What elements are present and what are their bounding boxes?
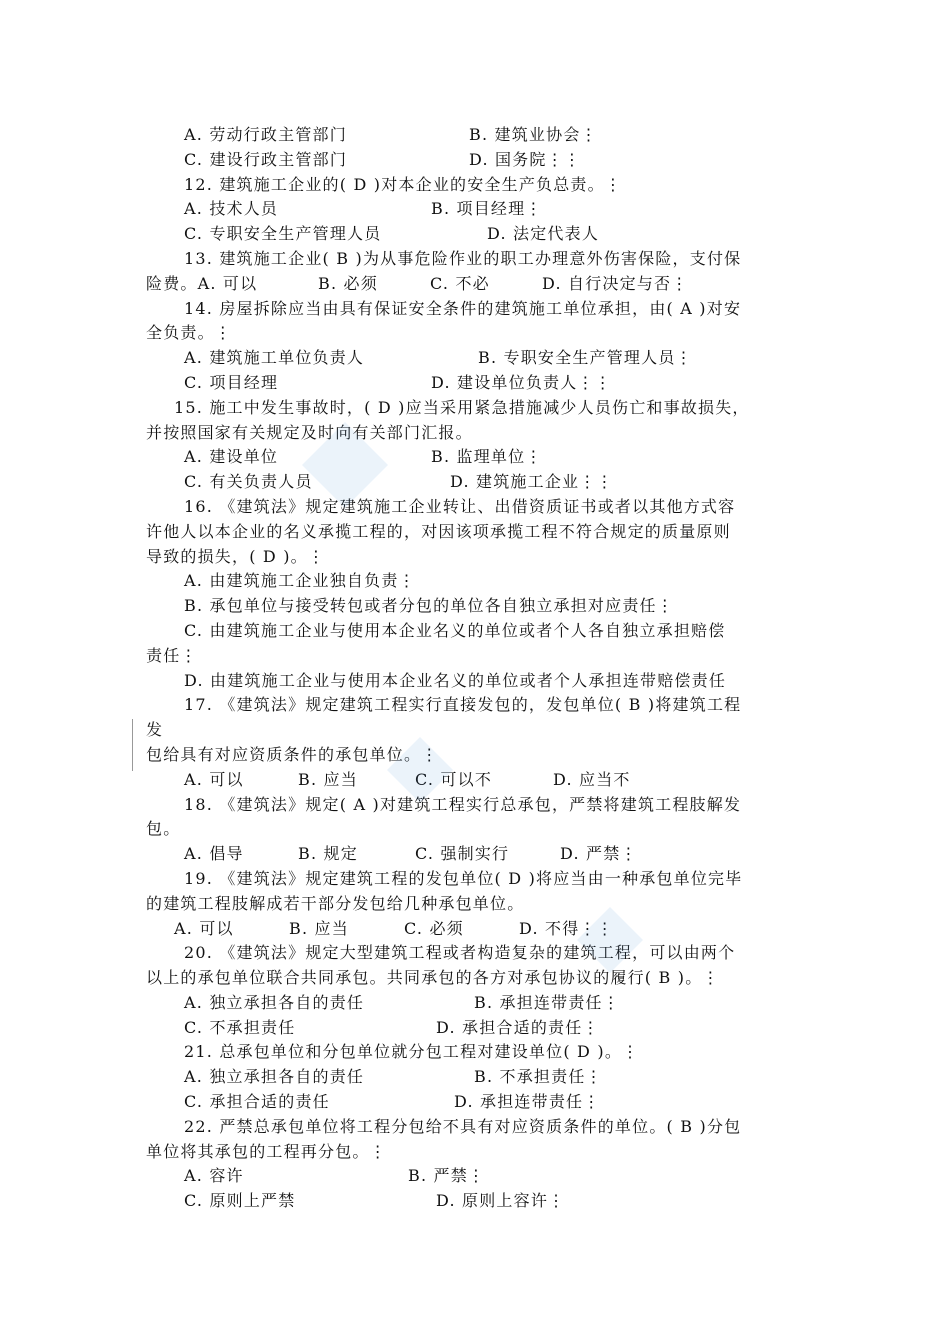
text-segment: 的建筑工程肢解成若干部分发包给几种承包单位。 [146, 893, 525, 913]
text-segment: B. 应当 [289, 918, 349, 938]
text-segment: B. 监理单位⋮ [431, 447, 543, 467]
text-line [146, 1090, 826, 1115]
text-segment: D. 建筑施工企业⋮⋮ [450, 472, 614, 492]
text-segment: 17. 《建筑法》规定建筑工程实行直接发包的，发包单位( B )将建筑工程 [184, 695, 742, 715]
text-segment: A. 独立承担各自的责任 [184, 1067, 365, 1087]
text-line [146, 842, 826, 867]
text-segment: C. 必须 [404, 918, 464, 938]
text-line [146, 1140, 826, 1165]
text-segment: A. 建筑施工单位负责人 [184, 348, 365, 368]
text-segment: 包给具有对应资质条件的承包单位。⋮ [146, 744, 439, 764]
text-segment: 许他人以本企业的名义承揽工程的，对因该项承揽工程不符合规定的质量原则 [146, 521, 731, 541]
text-line [146, 1189, 826, 1214]
text-line [146, 346, 826, 371]
text-line [146, 173, 826, 198]
text-line [146, 867, 826, 892]
text-line [146, 1164, 826, 1189]
change-bar [132, 719, 133, 771]
text-segment: 发 [146, 720, 164, 740]
text-line [146, 743, 826, 768]
text-line [146, 148, 826, 173]
text-segment: D. 国务院⋮⋮ [469, 149, 582, 169]
text-segment: A. 可以 [174, 918, 234, 938]
text-line [146, 991, 826, 1016]
text-segment: A. 可以 [184, 769, 244, 789]
text-segment: C. 不承担责任 [184, 1017, 296, 1037]
text-segment: D. 承担连带责任⋮ [454, 1092, 601, 1112]
text-segment: A. 劳动行政主管部门 [184, 125, 347, 144]
text-segment: D. 法定代表人 [487, 224, 600, 244]
text-segment: B. 必须 [318, 273, 378, 293]
text-segment: D. 建设单位负责人⋮⋮ [431, 372, 612, 392]
text-segment: 险费。A. 可以 [146, 273, 258, 293]
text-segment: 单位将其承包的工程再分包。⋮ [146, 1141, 387, 1161]
text-line [146, 197, 826, 222]
text-line [146, 669, 826, 694]
text-line [146, 421, 826, 446]
text-segment: 导致的损失，( D )。⋮ [146, 546, 326, 566]
text-segment: C. 专职安全生产管理人员 [184, 224, 382, 244]
text-line [146, 222, 826, 247]
text-segment: 包。 [146, 819, 181, 839]
text-segment: 19. 《建筑法》规定建筑工程的发包单位( D )将应当由一种承包单位完毕 [184, 868, 743, 888]
text-segment: C. 由建筑施工企业与使用本企业名义的单位或者个人各自独立承担赔偿 [184, 620, 726, 640]
document-body [146, 123, 826, 1214]
text-line [146, 445, 826, 470]
text-segment: B. 承担连带责任⋮ [474, 992, 620, 1012]
text-line [146, 718, 826, 743]
text-line [146, 1065, 826, 1090]
text-line [146, 594, 826, 619]
text-line [146, 1040, 826, 1065]
text-line [146, 371, 826, 396]
text-segment: B. 规定 [298, 844, 358, 864]
text-segment: A. 建设单位 [184, 447, 279, 467]
text-segment: 全负责。⋮ [146, 323, 233, 343]
text-line [146, 917, 826, 942]
text-line [146, 1016, 826, 1041]
text-segment: B. 严禁⋮ [408, 1166, 486, 1186]
text-segment: B. 建筑业协会⋮ [469, 125, 598, 144]
text-line [146, 545, 826, 570]
text-segment: D. 应当不 [553, 769, 631, 789]
text-segment: C. 可以不 [415, 769, 493, 789]
text-line [146, 321, 826, 346]
text-line [146, 892, 826, 917]
text-segment: 18. 《建筑法》规定( A )对建筑工程实行总承包，严禁将建筑工程肢解发 [184, 794, 742, 814]
text-segment: D. 不得⋮⋮ [519, 918, 614, 938]
text-segment: D. 承担合适的责任⋮ [436, 1017, 600, 1037]
text-line [146, 966, 826, 991]
text-line [146, 297, 826, 322]
text-line [146, 1115, 826, 1140]
text-segment: D. 原则上容许⋮ [436, 1191, 566, 1211]
text-line [146, 619, 826, 644]
text-line [146, 247, 826, 272]
text-line [146, 941, 826, 966]
text-segment: C. 有关负责人员 [184, 472, 313, 492]
text-segment: B. 不承担责任⋮ [474, 1067, 603, 1087]
text-segment: B. 项目经理⋮ [431, 199, 543, 219]
text-line [146, 123, 826, 148]
text-line [146, 817, 826, 842]
text-line [146, 520, 826, 545]
text-segment: A. 倡导 [184, 844, 244, 864]
text-segment: B. 专职安全生产管理人员⋮ [478, 348, 693, 368]
text-line [146, 569, 826, 594]
text-line [146, 793, 826, 818]
text-segment: C. 不必 [430, 273, 490, 293]
text-segment: 16. 《建筑法》规定建筑施工企业转让、出借资质证书或者以其他方式容 [184, 496, 736, 516]
text-segment: C. 承担合适的责任 [184, 1092, 330, 1112]
text-segment: C. 原则上严禁 [184, 1191, 296, 1211]
text-segment: B. 应当 [298, 769, 358, 789]
text-line [146, 693, 826, 718]
text-segment: 12. 建筑施工企业的( D )对本企业的安全生产负总责。⋮ [184, 174, 623, 194]
text-segment: D. 严禁⋮ [560, 844, 638, 864]
text-segment: D. 自行决定与否⋮ [542, 273, 689, 293]
text-line [146, 495, 826, 520]
text-segment: C. 项目经理 [184, 372, 279, 392]
text-segment: 20. 《建筑法》规定大型建筑工程或者构造复杂的建筑工程，可以由两个 [184, 943, 736, 963]
text-segment: 并按照国家有关规定及时向有关部门汇报。 [146, 422, 473, 442]
text-line [146, 470, 826, 495]
text-line [146, 396, 826, 421]
text-segment: 以上的承包单位联合共同承包。共同承包的各方对承包协议的履行( B )。⋮ [146, 968, 720, 988]
text-line [146, 272, 826, 297]
text-segment: 14. 房屋拆除应当由具有保证安全条件的建筑施工单位承担，由( A )对安 [184, 298, 742, 318]
text-segment: 21. 总承包单位和分包单位就分包工程对建设单位( D )。⋮ [184, 1042, 640, 1062]
text-segment: A. 技术人员 [184, 199, 279, 219]
text-line [146, 644, 826, 669]
text-segment: A. 独立承担各自的责任 [184, 992, 365, 1012]
text-segment: A. 容许 [184, 1166, 244, 1186]
text-segment: C. 强制实行 [415, 844, 510, 864]
text-segment: D. 由建筑施工企业与使用本企业名义的单位或者个人承担连带赔偿责任 [184, 670, 727, 690]
text-segment: B. 承包单位与接受转包或者分包的单位各自独立承担对应责任⋮ [184, 596, 674, 616]
text-segment: 13. 建筑施工企业( B )为从事危险作业的职工办理意外伤害保险，支付保 [184, 248, 742, 268]
text-segment: C. 建设行政主管部门 [184, 149, 348, 169]
text-segment: 15. 施工中发生事故时，( D )应当采用紧急措施减少人员伤亡和事故损失， [174, 397, 750, 417]
text-segment: 22. 严禁总承包单位将工程分包给不具有对应资质条件的单位。( B )分包 [184, 1116, 742, 1136]
text-line [146, 768, 826, 793]
text-segment: 责任⋮ [146, 645, 198, 665]
text-segment: A. 由建筑施工企业独自负责⋮ [184, 571, 416, 591]
